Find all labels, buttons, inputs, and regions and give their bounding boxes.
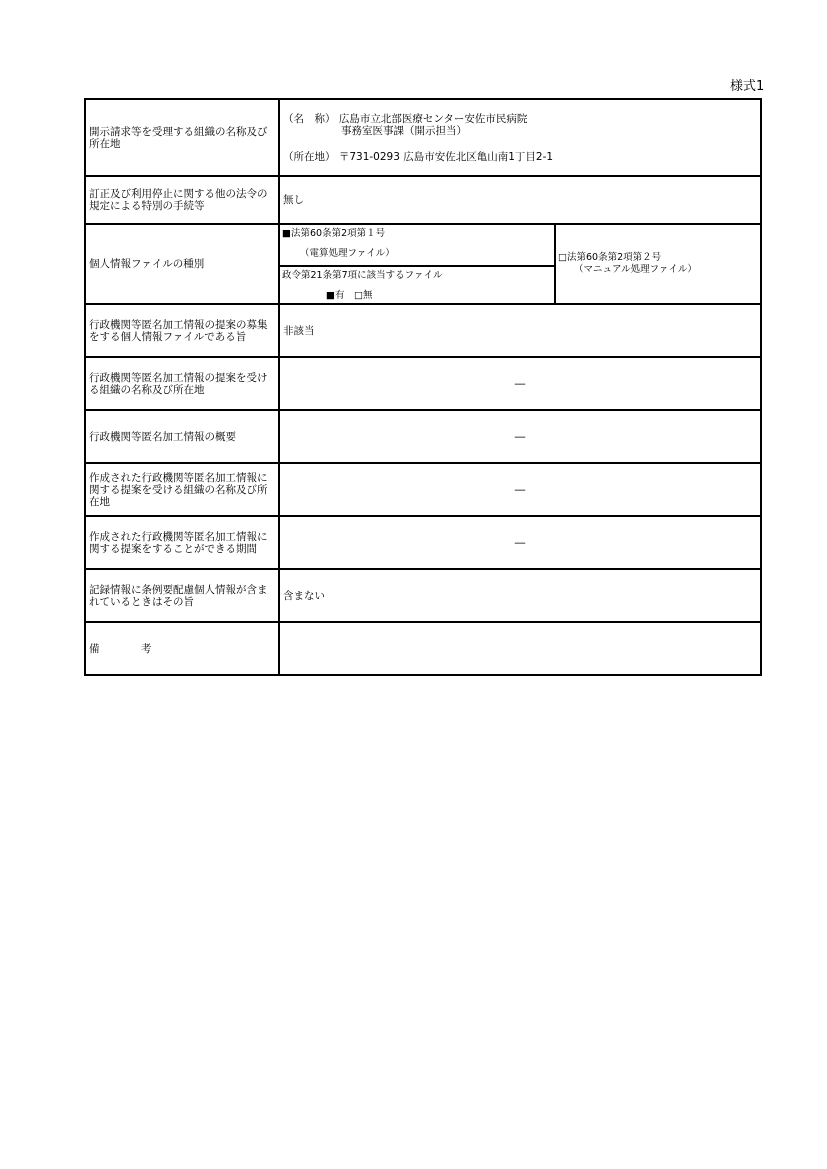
value-receiving-organization — [279, 99, 761, 176]
remarks-label-char-1: 備 — [89, 642, 100, 655]
row-remarks — [85, 622, 761, 675]
value-anonymized-summary: ― — [279, 410, 761, 463]
organization-department: 事務室医事課（開示担当） — [341, 124, 467, 137]
value-anonymized-solicitation: 非該当 — [279, 304, 761, 357]
electronic-file-check: ■法第60条第2項第１号 — [282, 228, 386, 239]
manual-file-note: （マニュアル処理ファイル） — [574, 264, 697, 275]
organization-name: 広島市立北部医療センター安佐市民病院 — [338, 112, 528, 125]
label-sensitive-info: 記録情報に条例要配慮個人情報が含まれているときはその旨 — [85, 569, 279, 622]
value-special-procedures: 無し — [279, 176, 761, 224]
row-anonymized-receiving-org — [85, 357, 761, 410]
row-anonymized-solicitation — [85, 304, 761, 357]
label-created-receiving-org: 作成された行政機関等匿名加工情報に関する提案を受ける組織の名称及び所在地 — [85, 463, 279, 516]
remarks-label-char-2: 考 — [140, 642, 152, 655]
label-special-procedures: 訂正及び利用停止に関する他の法令の規定による特別の手続等 — [85, 176, 279, 224]
manual-file-cell — [555, 225, 760, 303]
row-created-proposal-period — [85, 516, 761, 569]
value-anonymized-receiving-org: ― — [279, 357, 761, 410]
label-file-type: 個人情報ファイルの種別 — [85, 224, 279, 304]
organization-address-line — [283, 151, 757, 163]
label-created-proposal-period: 作成された行政機関等匿名加工情報に関する提案をすることができる期間 — [85, 516, 279, 569]
row-file-type — [85, 224, 761, 304]
article21-options: ■有 □無 — [326, 290, 373, 301]
electronic-file-note: （電算処理ファイル） — [300, 248, 395, 259]
row-receiving-organization — [85, 99, 761, 176]
organization-address: 〒731-0293 広島市安佐北区亀山南1丁目2-1 — [338, 150, 554, 163]
personal-info-file-table — [84, 98, 762, 676]
row-created-receiving-org — [85, 463, 761, 516]
form-number: 様式1 — [730, 79, 765, 94]
organization-name-line — [283, 113, 757, 125]
value-sensitive-info: 含まない — [279, 569, 761, 622]
manual-file-check: □法第60条第2項第２号 — [558, 252, 662, 263]
row-special-procedures — [85, 176, 761, 224]
name-prefix: （名 称） — [283, 112, 336, 125]
file-type-subtable — [280, 225, 760, 303]
article21-cell — [280, 266, 555, 303]
label-anonymized-solicitation: 行政機関等匿名加工情報の提案の募集をする個人情報ファイルである旨 — [85, 304, 279, 357]
article21-label: 政令第21条第7項に該当するファイル — [282, 270, 443, 281]
value-created-receiving-org: ― — [279, 463, 761, 516]
label-receiving-organization: 開示請求等を受理する組織の名称及び所在地 — [85, 99, 279, 176]
address-prefix: （所在地） — [283, 150, 336, 163]
electronic-file-cell — [280, 225, 555, 266]
row-anonymized-summary — [85, 410, 761, 463]
value-created-proposal-period: ― — [279, 516, 761, 569]
label-remarks — [85, 622, 279, 675]
label-anonymized-receiving-org: 行政機関等匿名加工情報の提案を受ける組織の名称及び所在地 — [85, 357, 279, 410]
label-anonymized-summary: 行政機関等匿名加工情報の概要 — [85, 410, 279, 463]
row-sensitive-info — [85, 569, 761, 622]
value-remarks — [279, 622, 761, 675]
value-file-type — [279, 224, 761, 304]
